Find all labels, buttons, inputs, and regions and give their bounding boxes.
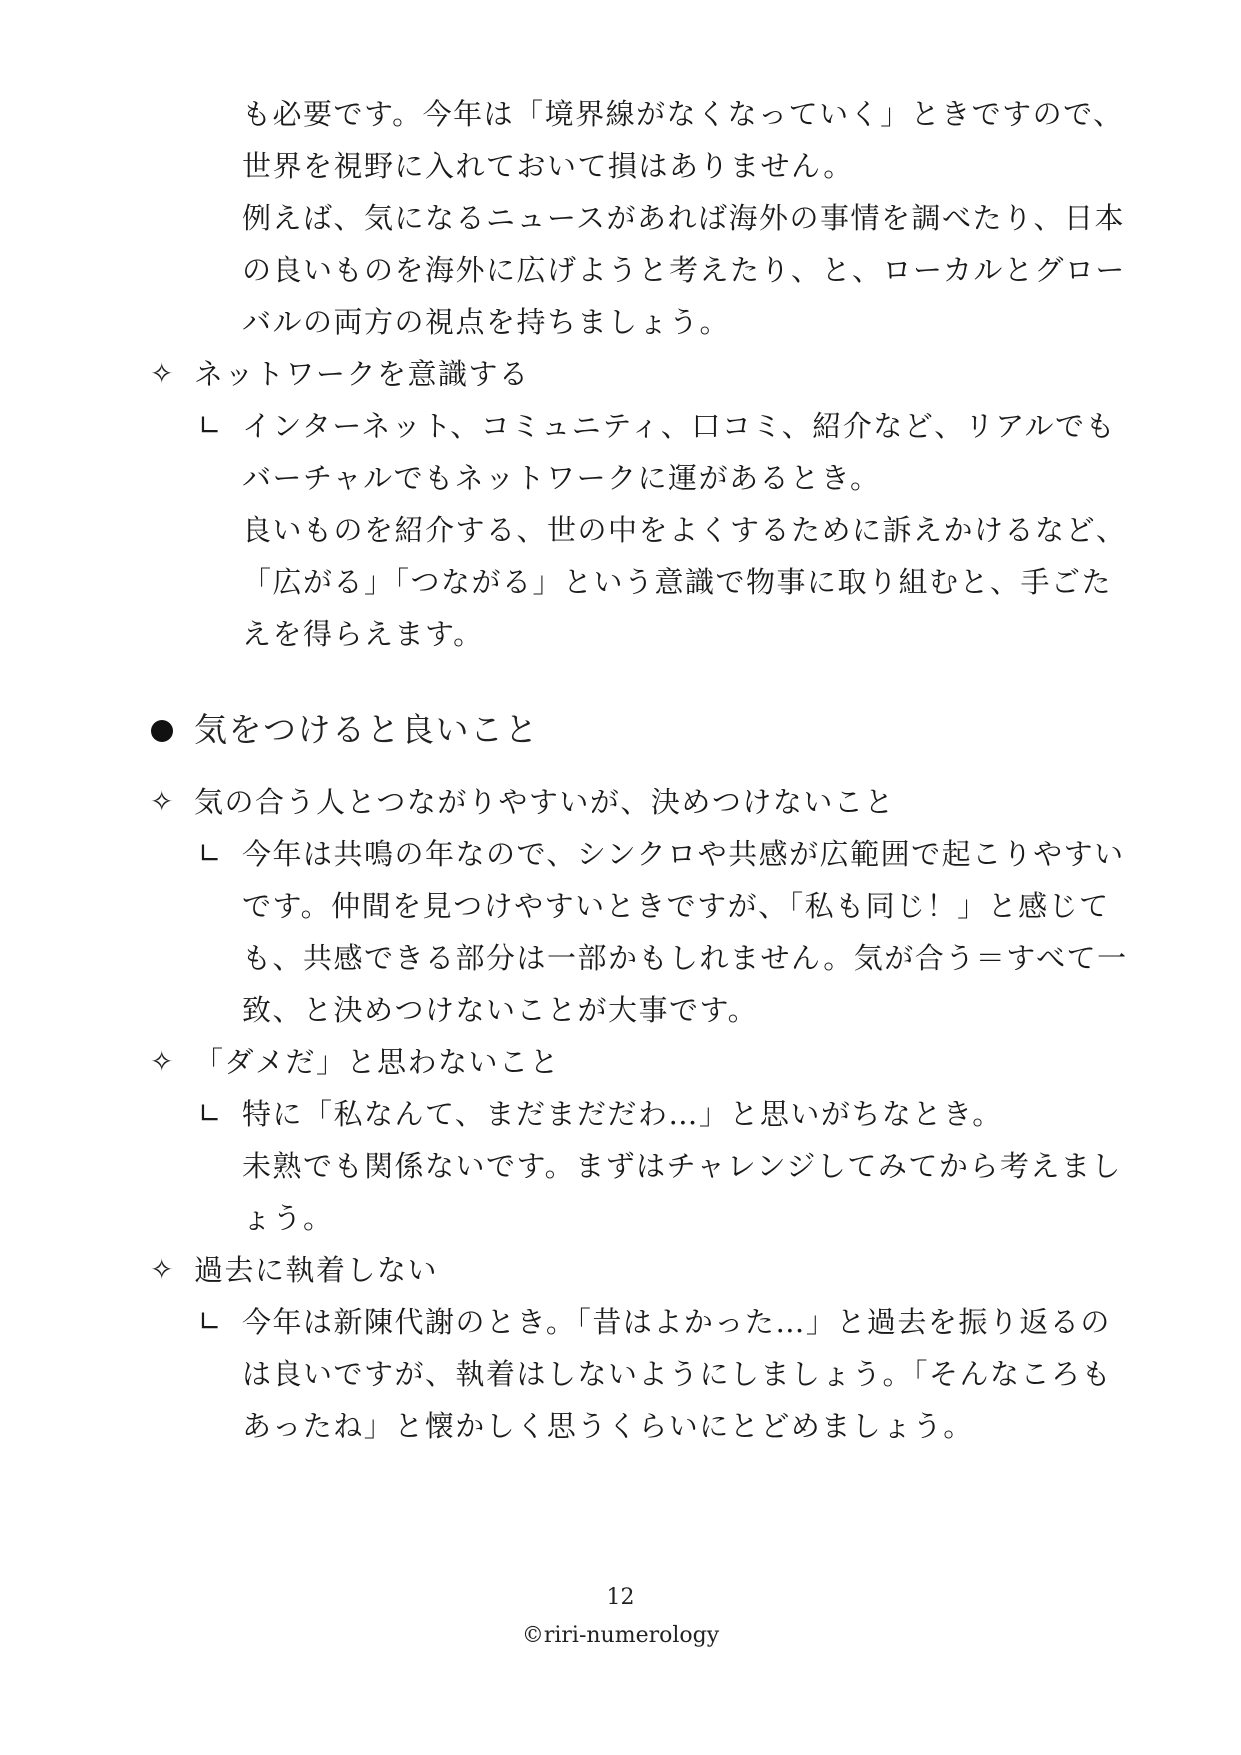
sparkle-icon: ✧ [150, 1253, 174, 1286]
item-line: あったね」と懐かしく思うくらいにとどめましょう。 [242, 1409, 974, 1443]
intro-line-1: も必要です。今年は「境界線がなくなっていく」ときですので、 [242, 97, 1124, 131]
branch-icon: ∟ [198, 837, 222, 870]
network-line-4: 「広がる」「つながる」という意識で物事に取り組むと、手ごた [242, 565, 1113, 599]
item-line: 今年は新陳代謝のとき。「昔はよかった…」と過去を振り返るの [242, 1305, 1111, 1339]
network-title: ネットワークを意識する [194, 357, 530, 391]
branch-icon: ∟ [198, 1097, 222, 1130]
network-line-5: えを得らえます。 [242, 617, 484, 651]
page-number: 12 [606, 1585, 635, 1610]
branch-icon: ∟ [198, 409, 222, 442]
item-line: 今年は共鳴の年なので、シンクロや共感が広範囲で起こりやすい [242, 837, 1125, 871]
network-line-3: 良いものを紹介する、世の中をよくするために訴えかけるなど、 [242, 513, 1127, 547]
sparkle-icon: ✧ [150, 357, 174, 390]
branch-icon: ∟ [198, 1305, 222, 1338]
network-line-1: インターネット、コミュニティ、口コミ、紹介など、リアルでも [242, 409, 1117, 443]
item-line: ょう。 [242, 1201, 334, 1235]
item-line: 特に「私なんて、まだまだだわ…」と思いがちなとき。 [242, 1097, 1003, 1131]
item-title: 過去に執着しない [194, 1253, 439, 1287]
item-title: 気の合う人とつながりやすいが、決めつけないこと [194, 785, 895, 819]
network-line-2: バーチャルでもネットワークに運があるとき。 [242, 461, 881, 495]
section-heading: 気をつけると良いこと [194, 710, 539, 749]
sparkle-icon: ✧ [150, 1045, 174, 1078]
item-line: も、共感できる部分は一部かもしれません。気が合う＝すべて一 [242, 941, 1128, 975]
item-line: です。仲間を見つけやすいときですが、「私も同じ！」と感じて [242, 889, 1110, 923]
intro-line-2: 世界を視野に入れておいて損はありません。 [242, 149, 854, 183]
item-line: は良いですが、執着はしないようにしましょう。「そんなころも [242, 1357, 1113, 1391]
intro-line-4: の良いものを海外に広げようと考えたり、と、ローカルとグロー [242, 253, 1126, 287]
item-line: 未熟でも関係ないです。まずはチャレンジしてみてから考えまし [242, 1149, 1122, 1183]
intro-line-3: 例えば、気になるニュースがあれば海外の事情を調べたり、日本 [242, 201, 1126, 235]
bullet-dot-icon [151, 720, 173, 742]
sparkle-icon: ✧ [150, 785, 174, 818]
item-line: 致、と決めつけないことが大事です。 [242, 993, 759, 1027]
item-title: 「ダメだ」と思わないこと [194, 1045, 561, 1079]
intro-line-5: バルの両方の視点を持ちましょう。 [242, 305, 731, 339]
copyright-text: ©riri-numerology [521, 1623, 720, 1648]
